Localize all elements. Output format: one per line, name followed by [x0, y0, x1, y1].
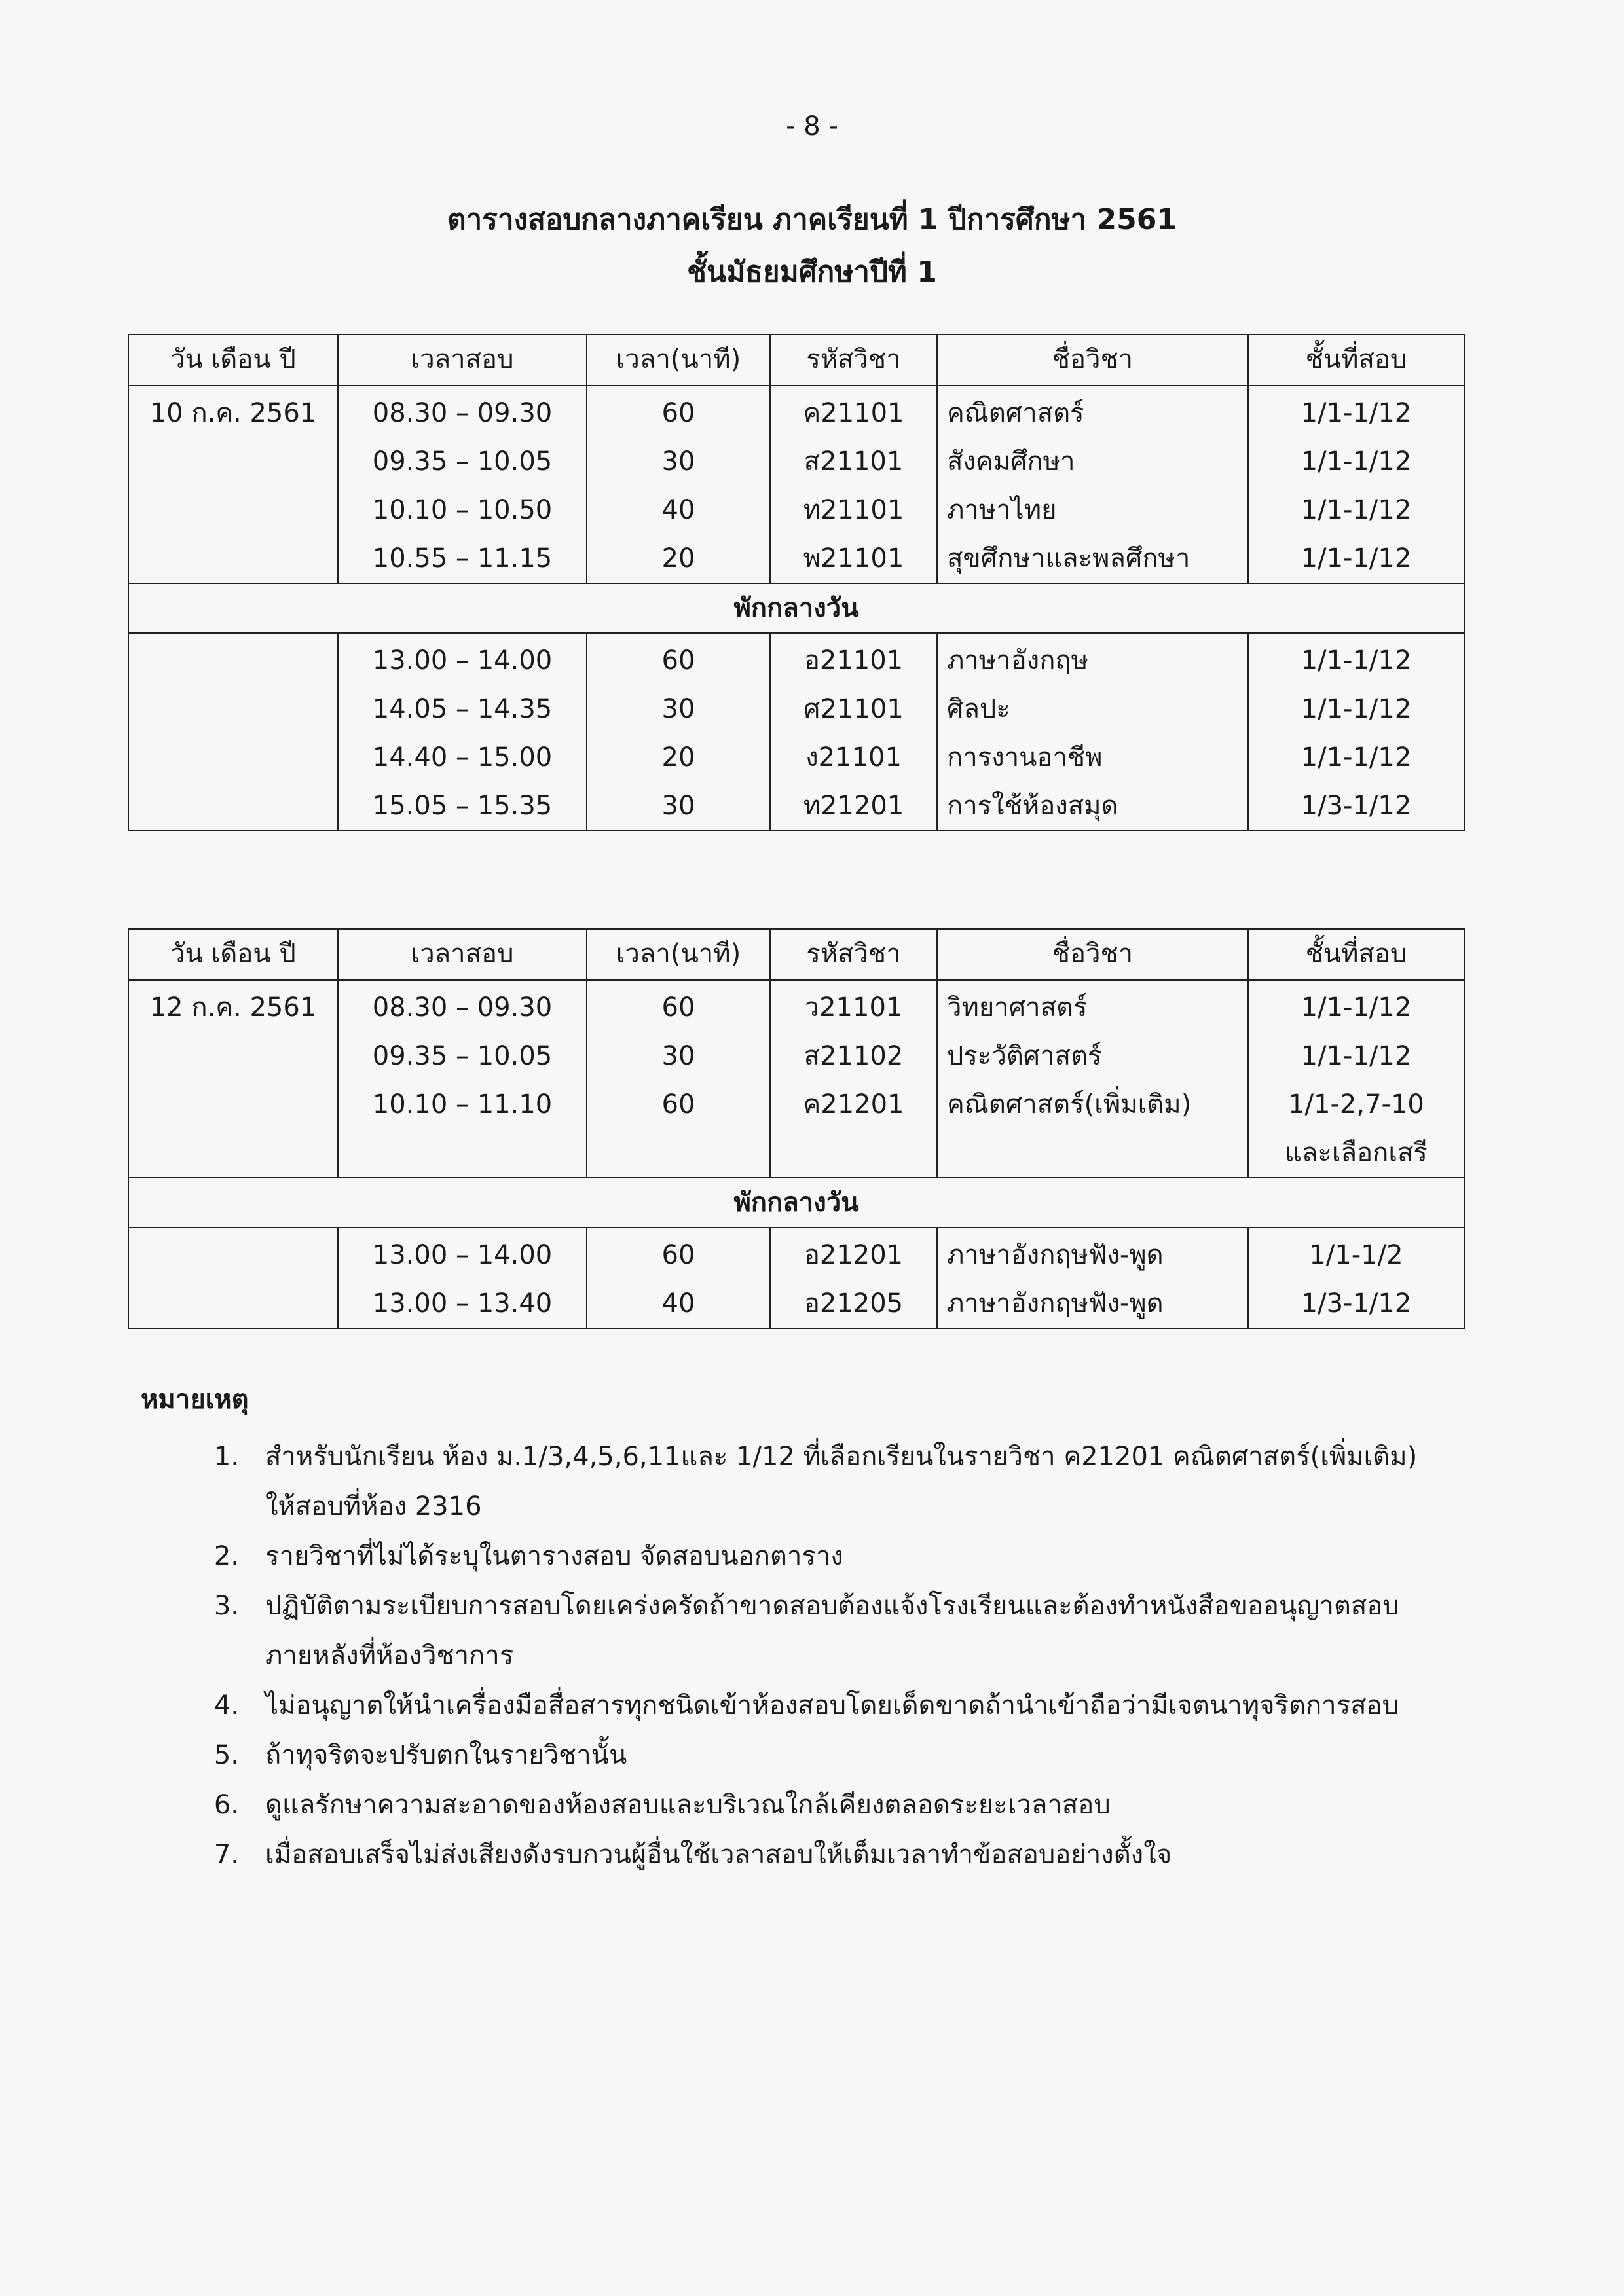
- exam-table-day1: [128, 334, 1465, 831]
- subject-name: ภาษาอังกฤษฟัง-พูด: [937, 1228, 1248, 1279]
- lunch-break-label: พักกลางวัน: [128, 1178, 1464, 1228]
- header-class: ชั้นที่สอบ: [1248, 335, 1464, 386]
- header-time: เวลาสอบ: [338, 929, 587, 980]
- subject-name: วิทยาศาสตร์: [937, 980, 1248, 1032]
- exam-class: 1/1-1/12: [1248, 733, 1464, 782]
- exam-class: 1/1-1/12: [1248, 437, 1464, 486]
- subject-code: อ21101: [770, 633, 937, 685]
- note-text: เมื่อสอบเสร็จไม่ส่งเสียงดังรบกวนผู้อื่นใช้เวลาสอบให้เต็มเวลาทำข้อสอบอย่างตั้งใจ: [265, 1840, 1172, 1870]
- subject-name: ภาษาไทย: [937, 486, 1248, 534]
- note-text: ถ้าทุจริตจะปรับตกในรายวิชานั้น: [265, 1740, 627, 1770]
- table-row: [128, 1032, 1464, 1080]
- table-row: [128, 486, 1464, 534]
- header-date: วัน เดือน ปี: [128, 335, 338, 386]
- exam-minutes: 20: [587, 733, 770, 782]
- table-row: [128, 534, 1464, 583]
- subject-code: อ21201: [770, 1228, 937, 1279]
- subject-name: ประวัติศาสตร์: [937, 1032, 1248, 1080]
- note-text-cont: ให้สอบที่ห้อง 2316: [265, 1491, 482, 1522]
- exam-minutes: 40: [587, 1279, 770, 1328]
- header-code: รหัสวิชา: [770, 929, 937, 980]
- exam-minutes: 60: [587, 633, 770, 685]
- subject-code: ค21101: [770, 386, 937, 437]
- subject-code: พ21101: [770, 534, 937, 583]
- exam-class: 1/1-1/12: [1248, 685, 1464, 733]
- subject-name: สุขศึกษาและพลศึกษา: [937, 534, 1248, 583]
- subject-name: ภาษาอังกฤษฟัง-พูด: [937, 1279, 1248, 1328]
- note-number: 6.: [213, 1790, 239, 1820]
- exam-minutes: 30: [587, 437, 770, 486]
- page-subtitle: ชั้นมัธยมศึกษาปีที่ 1: [687, 255, 937, 289]
- table-row: [128, 633, 1464, 685]
- note-item: [141, 1432, 1483, 1531]
- subject-code: ค21201: [770, 1080, 937, 1129]
- table-row: [128, 386, 1464, 437]
- exam-time: 13.00 – 13.40: [338, 1279, 587, 1328]
- exam-table-day2: [128, 928, 1465, 1329]
- note-number: 5.: [213, 1740, 239, 1770]
- header-minutes: เวลา(นาที): [587, 929, 770, 980]
- notes-section: [141, 1378, 1483, 1880]
- subject-name: การงานอาชีพ: [937, 733, 1248, 782]
- notes-title: หมายเหตุ: [141, 1385, 249, 1415]
- exam-class: 1/1-1/12: [1248, 486, 1464, 534]
- exam-class: 1/1-1/12: [1248, 534, 1464, 583]
- note-number: 2.: [213, 1541, 239, 1571]
- header-subject: ชื่อวิชา: [937, 335, 1248, 386]
- note-text: รายวิชาที่ไม่ได้ระบุในตารางสอบ จัดสอบนอกตาราง: [265, 1541, 843, 1571]
- note-number: 4.: [213, 1690, 239, 1721]
- exam-minutes: 60: [587, 980, 770, 1032]
- subject-name: สังคมศึกษา: [937, 437, 1248, 486]
- header-time: เวลาสอบ: [338, 335, 587, 386]
- subject-name: การใช้ห้องสมุด: [937, 782, 1248, 831]
- exam-time: 13.00 – 14.00: [338, 1228, 587, 1279]
- note-item: [141, 1780, 1483, 1830]
- subject-code: อ21205: [770, 1279, 937, 1328]
- exam-time: 08.30 – 09.30: [338, 980, 587, 1032]
- subject-name: คณิตศาสตร์(เพิ่มเติม): [937, 1080, 1248, 1129]
- note-item: [141, 1581, 1483, 1681]
- subject-code: ง21101: [770, 733, 937, 782]
- note-item: [141, 1681, 1483, 1730]
- exam-minutes: 30: [587, 782, 770, 831]
- exam-minutes: 30: [587, 685, 770, 733]
- exam-class: 1/3-1/12: [1248, 782, 1464, 831]
- note-text: สำหรับนักเรียน ห้อง ม.1/3,4,5,6,11และ 1/12 ที่เลือกเรียนในรายวิชา ค21201 คณิตศาสตร์(เพิ่มเติม): [265, 1442, 1418, 1472]
- subject-code: ศ21101: [770, 685, 937, 733]
- exam-minutes: 40: [587, 486, 770, 534]
- table-header-row: [128, 335, 1464, 386]
- note-number: 1.: [213, 1442, 239, 1472]
- note-number: 3.: [213, 1591, 239, 1621]
- page-number: - 8 -: [786, 111, 838, 141]
- exam-time: 14.40 – 15.00: [338, 733, 587, 782]
- header-minutes: เวลา(นาที): [587, 335, 770, 386]
- exam-class-extra: และเลือกเสรี: [1248, 1129, 1464, 1178]
- exam-time: 13.00 – 14.00: [338, 633, 587, 685]
- subject-code: ส21102: [770, 1032, 937, 1080]
- table-row: [128, 437, 1464, 486]
- exam-date: 10 ก.ค. 2561: [128, 386, 338, 437]
- subject-code: ท21101: [770, 486, 937, 534]
- exam-time: 10.55 – 11.15: [338, 534, 587, 583]
- note-number: 7.: [213, 1840, 239, 1870]
- exam-time: 10.10 – 10.50: [338, 486, 587, 534]
- subject-code: ส21101: [770, 437, 937, 486]
- table-row: [128, 1129, 1464, 1178]
- page-title: ตารางสอบกลางภาคเรียน ภาคเรียนที่ 1 ปีการศึกษา 2561: [447, 203, 1177, 236]
- header-class: ชั้นที่สอบ: [1248, 929, 1464, 980]
- header-date: วัน เดือน ปี: [128, 929, 338, 980]
- exam-minutes: 60: [587, 1228, 770, 1279]
- table-row: [128, 1279, 1464, 1328]
- subject-name: คณิตศาสตร์: [937, 386, 1248, 437]
- subject-name: ศิลปะ: [937, 685, 1248, 733]
- exam-class: 1/1-1/12: [1248, 633, 1464, 685]
- note-item: [141, 1830, 1483, 1880]
- lunch-break-row: [128, 1178, 1464, 1228]
- exam-time: 15.05 – 15.35: [338, 782, 587, 831]
- exam-class: 1/3-1/12: [1248, 1279, 1464, 1328]
- table-row: [128, 685, 1464, 733]
- table-row: [128, 733, 1464, 782]
- table-row: [128, 1228, 1464, 1279]
- exam-class: 1/1-1/2: [1248, 1228, 1464, 1279]
- exam-class: 1/1-1/12: [1248, 1032, 1464, 1080]
- exam-time: 14.05 – 14.35: [338, 685, 587, 733]
- note-text-cont: ภายหลังที่ห้องวิชาการ: [265, 1641, 514, 1671]
- subject-code: ว21101: [770, 980, 937, 1032]
- exam-class: 1/1-1/12: [1248, 980, 1464, 1032]
- table-row: [128, 1080, 1464, 1129]
- note-text: ปฏิบัติตามระเบียบการสอบโดยเคร่งครัดถ้าขาดสอบต้องแจ้งโรงเรียนและต้องทำหนังสือขออนุญาตสอบ: [265, 1591, 1399, 1621]
- exam-time: 09.35 – 10.05: [338, 1032, 587, 1080]
- exam-minutes: 60: [587, 1080, 770, 1129]
- note-item: [141, 1531, 1483, 1581]
- exam-minutes: 20: [587, 534, 770, 583]
- exam-time: 08.30 – 09.30: [338, 386, 587, 437]
- lunch-break-label: พักกลางวัน: [128, 583, 1464, 633]
- exam-class: 1/1-1/12: [1248, 386, 1464, 437]
- header-code: รหัสวิชา: [770, 335, 937, 386]
- exam-class: 1/1-2,7-10: [1248, 1080, 1464, 1129]
- exam-minutes: 60: [587, 386, 770, 437]
- lunch-break-row: [128, 583, 1464, 633]
- exam-date: 12 ก.ค. 2561: [128, 980, 338, 1032]
- note-text: ดูแลรักษาความสะอาดของห้องสอบและบริเวณใกล้เคียงตลอดระยะเวลาสอบ: [265, 1790, 1111, 1820]
- table-header-row: [128, 929, 1464, 980]
- table-row: [128, 782, 1464, 831]
- note-item: [141, 1730, 1483, 1780]
- note-text: ไม่อนุญาตให้นำเครื่องมือสื่อสารทุกชนิดเข้าห้องสอบโดยเด็ดขาดถ้านำเข้าถือว่ามีเจตนาทุจริตการสอบ: [265, 1690, 1399, 1721]
- subject-name: ภาษาอังกฤษ: [937, 633, 1248, 685]
- header-subject: ชื่อวิชา: [937, 929, 1248, 980]
- table-row: [128, 980, 1464, 1032]
- exam-time: 10.10 – 11.10: [338, 1080, 587, 1129]
- subject-code: ท21201: [770, 782, 937, 831]
- exam-minutes: 30: [587, 1032, 770, 1080]
- exam-time: 09.35 – 10.05: [338, 437, 587, 486]
